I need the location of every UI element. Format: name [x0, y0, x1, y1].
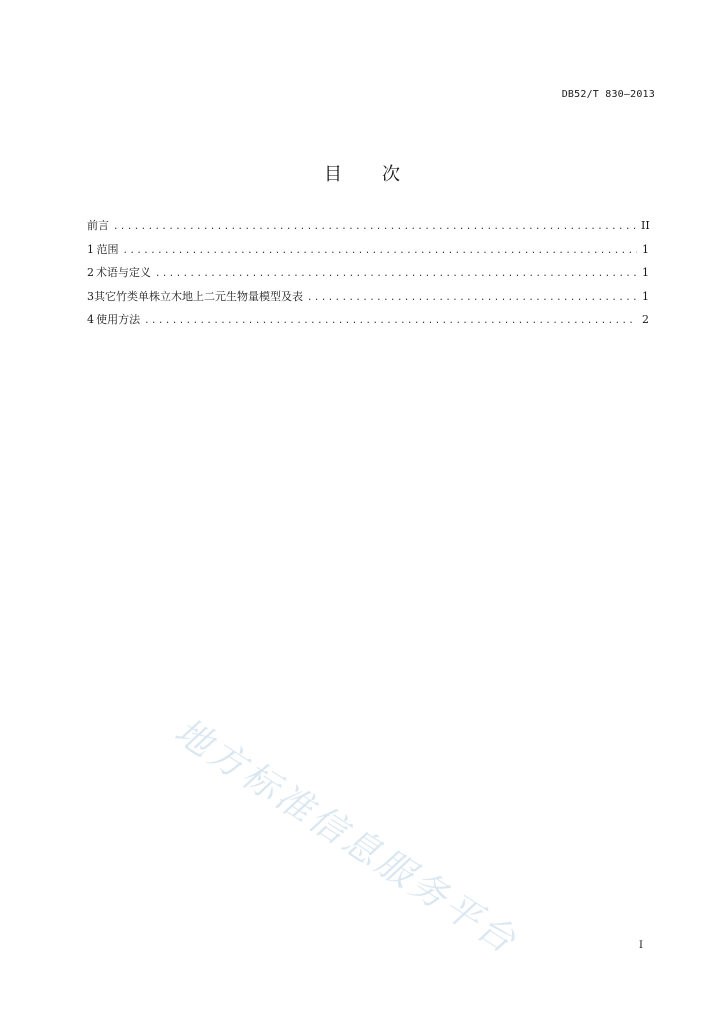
- toc-entry-page: 1: [642, 266, 649, 279]
- toc-entry-label: 前言: [87, 219, 109, 232]
- toc-entry-label: 术语与定义: [95, 266, 151, 279]
- page-number: I: [639, 940, 643, 951]
- toc-dot-leader: [144, 314, 637, 328]
- toc-entry-label: 范围: [96, 242, 119, 256]
- toc-entry-biomass-model[interactable]: [87, 290, 649, 314]
- toc-list: [87, 219, 649, 337]
- standard-code: DB52/T 830—2013: [561, 89, 655, 100]
- toc-entry-terms[interactable]: [87, 266, 649, 290]
- toc-entry-page: II: [641, 219, 650, 232]
- toc-entry-foreword[interactable]: [87, 219, 649, 243]
- toc-dot-leader: [123, 244, 637, 258]
- toc-title: [0, 160, 724, 186]
- toc-dot-leader: [307, 291, 637, 305]
- toc-entry-number: 4: [87, 313, 94, 326]
- toc-dot-leader: [155, 267, 637, 281]
- toc-title-char-2: 次: [382, 164, 400, 185]
- toc-entry-usage[interactable]: [87, 313, 649, 337]
- toc-entry-page: 1: [642, 242, 649, 256]
- toc-entry-page: 1: [642, 289, 649, 303]
- toc-entry-page: 2: [642, 313, 649, 326]
- toc-entry-number: 1: [87, 242, 94, 256]
- toc-entry-number: 2: [87, 266, 94, 279]
- toc-title-char-1: 目: [324, 164, 342, 185]
- toc-entry-scope[interactable]: [87, 243, 649, 267]
- toc-entry-number: 3: [87, 289, 94, 303]
- toc-entry-label: 使用方法: [96, 313, 141, 326]
- toc-entry-label: 其它竹类单株立木地上二元生物量模型及表: [94, 289, 303, 303]
- toc-dot-leader: [113, 220, 637, 234]
- watermark-text: 地方标准信息服务平台: [167, 710, 526, 964]
